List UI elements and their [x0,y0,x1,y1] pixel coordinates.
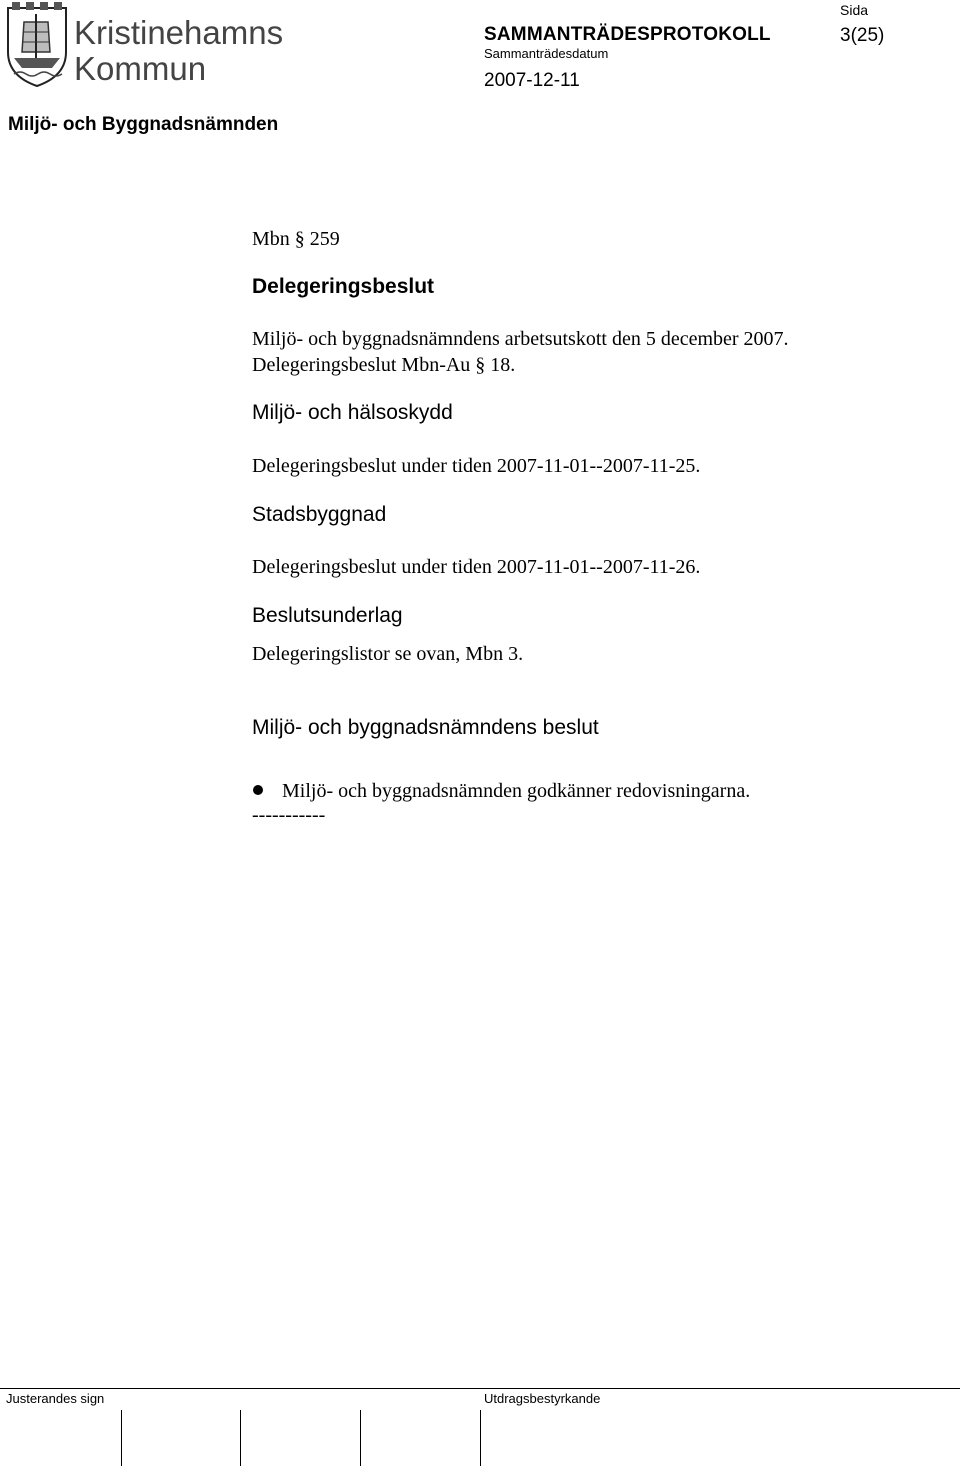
extract-label: Utdragsbestyrkande [484,1391,601,1406]
footer-divider [0,1388,960,1389]
section-text-planning: Delegeringsbeslut under tiden 2007-11-01--2007-11-26. [252,556,701,578]
section-text-health: Delegeringsbeslut under tiden 2007-11-01--2007-11-25. [252,455,701,477]
signature-box-divider [121,1410,122,1466]
end-marker: ----------- [252,804,326,826]
committee-name: Miljö- och Byggnadsnämnden [8,114,279,135]
decision-heading: Miljö- och byggnadsnämndens beslut [252,716,599,739]
page-label: Sida [840,2,869,18]
bullet-icon [253,785,263,795]
decision-item: Miljö- och byggnadsnämnden godkänner redovisningarna. [282,780,751,802]
section-heading-basis: Beslutsunderlag [252,604,403,627]
signature-box-divider [360,1410,361,1466]
svg-text:Kommun: Kommun [74,50,207,87]
meeting-date: 2007-12-11 [484,70,580,91]
svg-text:Kristinehamns: Kristinehamns [74,14,284,51]
paragraph-number: Mbn § 259 [252,228,340,250]
signature-box-divider [240,1410,241,1466]
municipality-logo [4,0,284,88]
meeting-date-label: Sammanträdesdatum [484,46,609,61]
signature-label: Justerandes sign [6,1391,105,1406]
section-title: Delegeringsbeslut [252,275,435,298]
section-text-basis: Delegeringslistor se ovan, Mbn 3. [252,643,524,665]
section-heading-planning: Stadsbyggnad [252,503,387,526]
signature-box-divider [480,1410,481,1466]
document-title: SAMMANTRÄDESPROTOKOLL [484,24,771,45]
page-number: 3(25) [840,25,885,46]
intro-paragraph: Miljö- och byggnadsnämndens arbetsutskott den 5 december 2007. Delegeringsbeslut Mbn-Au § 18. [252,328,789,376]
section-heading-health: Miljö- och hälsoskydd [252,401,453,424]
coat-of-arms-icon [8,2,66,86]
